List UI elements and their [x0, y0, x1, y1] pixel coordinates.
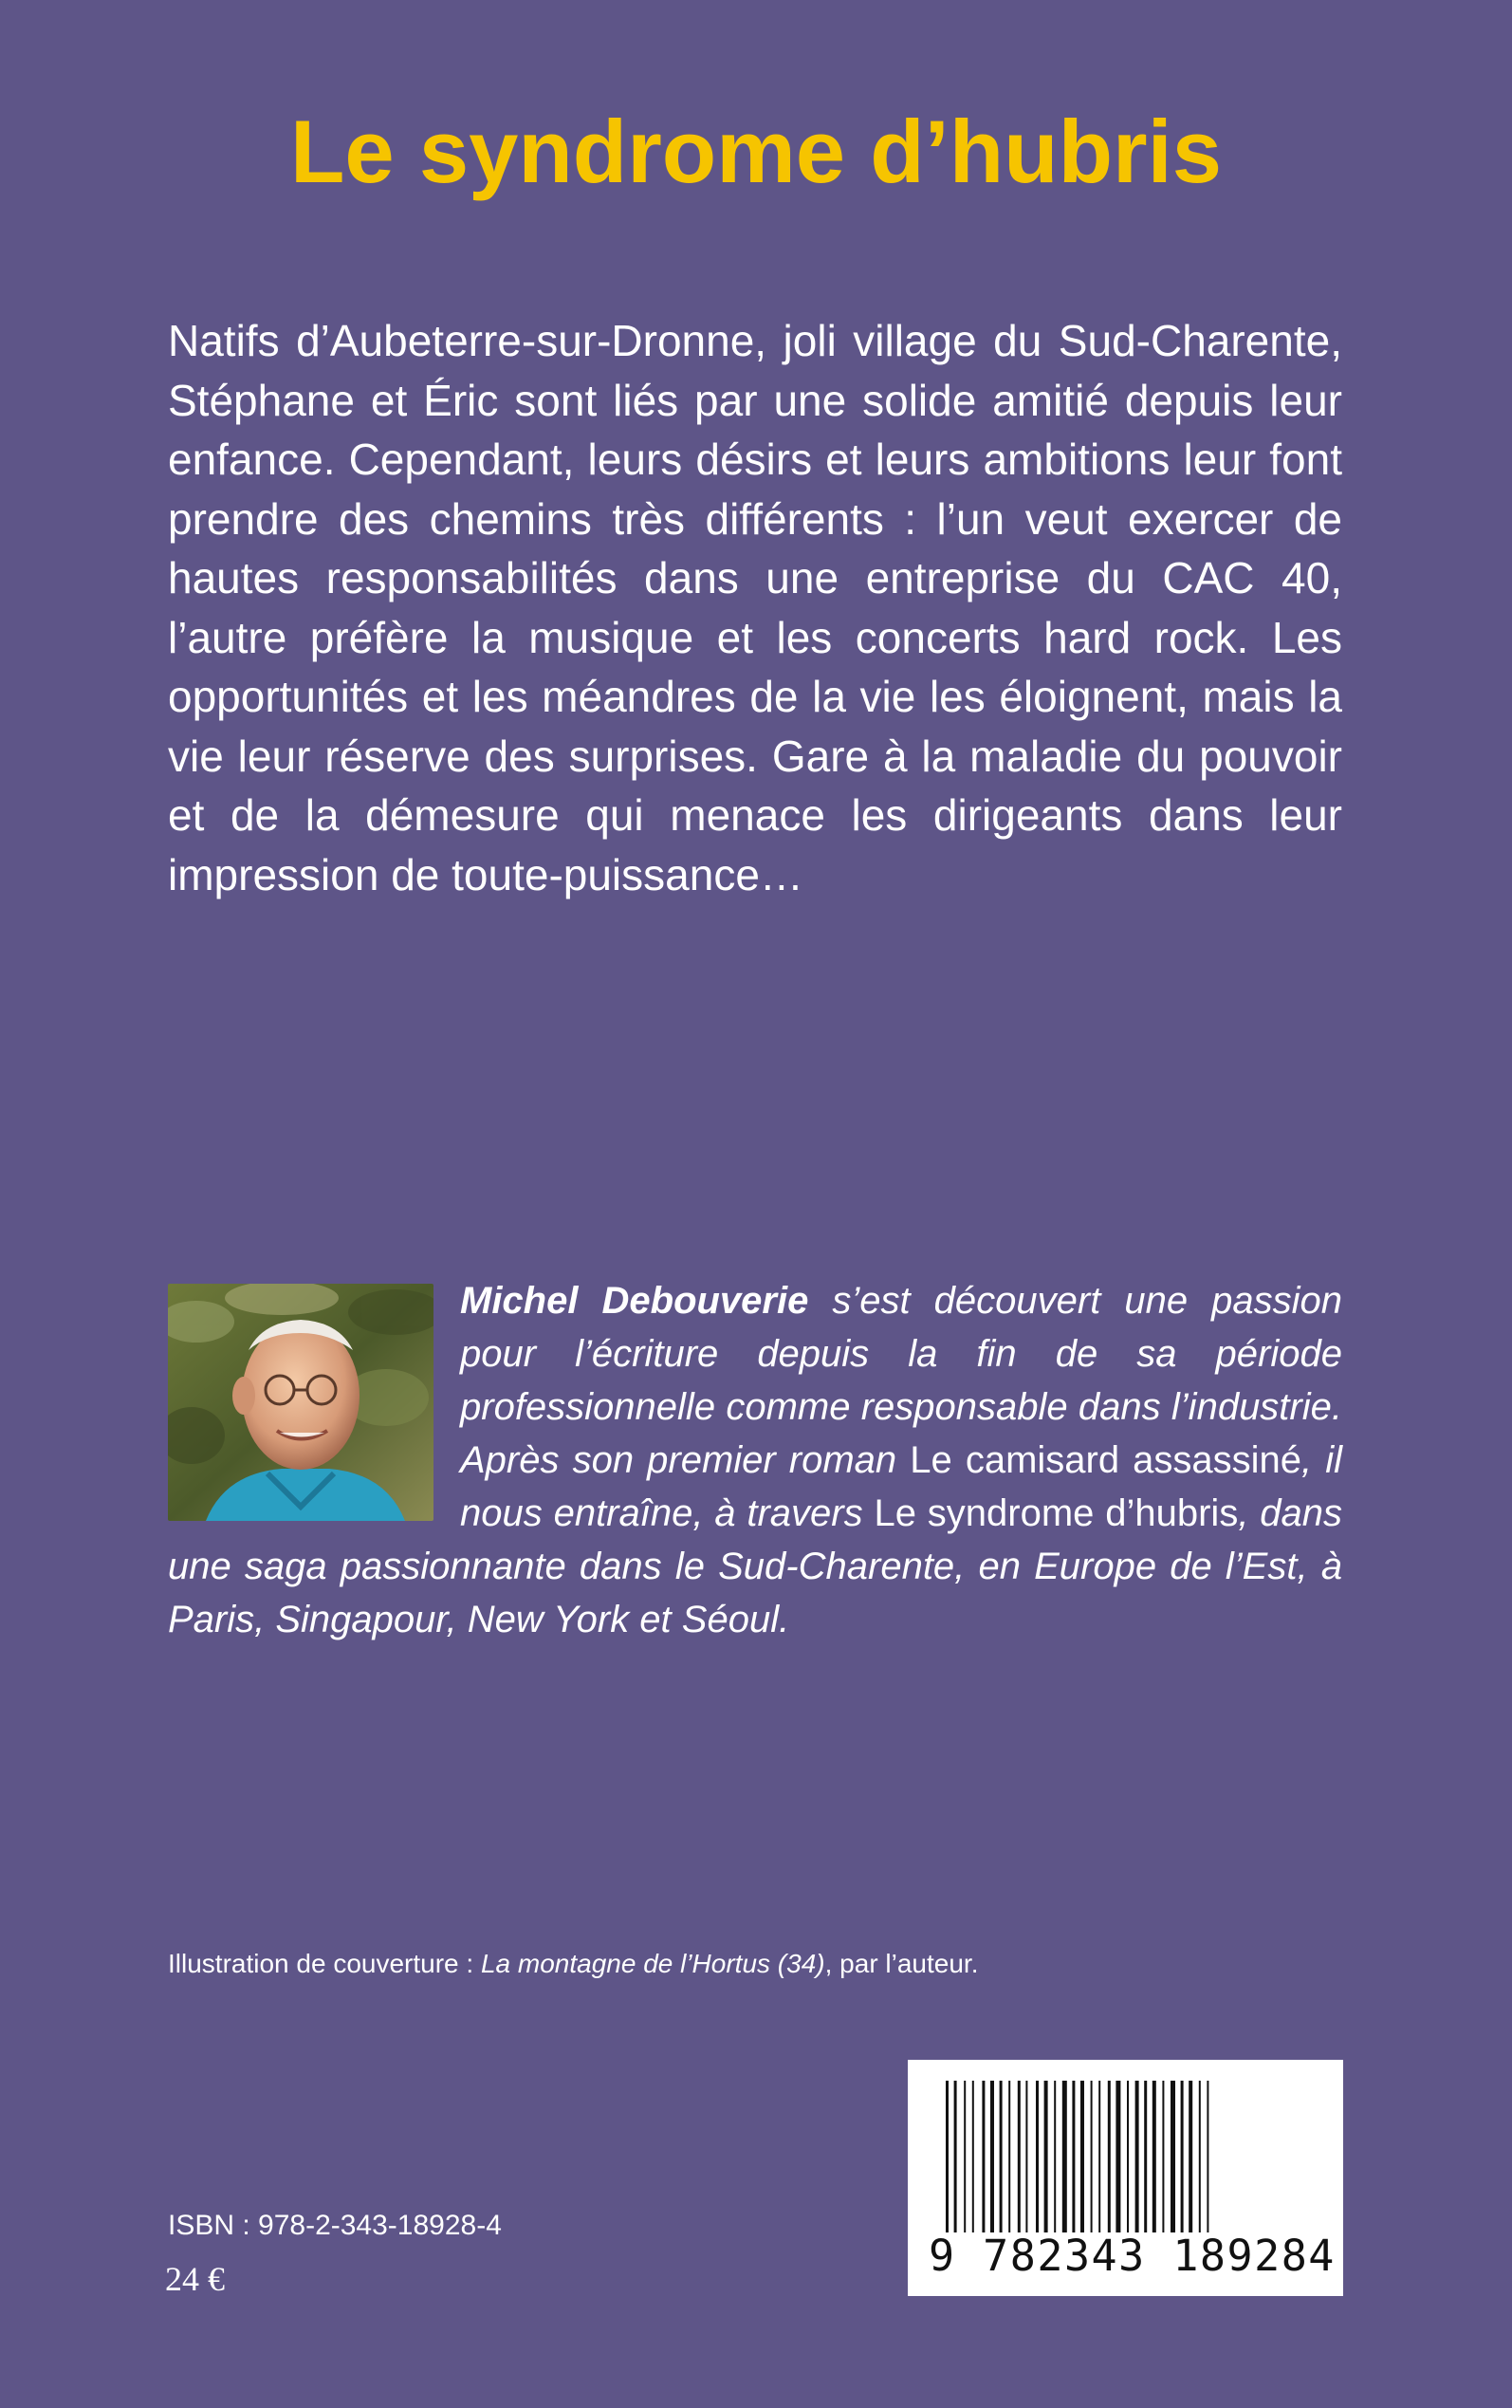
credit-prefix: Illustration de couverture : — [168, 1949, 481, 1978]
barcode-bar — [990, 2081, 994, 2232]
current-book-title: Le syndrome d’hubris — [874, 1492, 1239, 1534]
price: 24 € — [165, 2260, 225, 2298]
isbn: ISBN : 978-2-343-18928-4 — [168, 2210, 502, 2241]
barcode-bar — [1080, 2081, 1084, 2232]
barcode-bar — [954, 2081, 957, 2232]
author-name: Michel Debouverie — [460, 1280, 809, 1322]
barcode-bar — [1018, 2081, 1021, 2232]
cover-illustration-credit — [168, 1946, 978, 1982]
barcode-digits: 9 782343 189284 — [929, 2231, 1336, 2281]
barcode-bar — [1181, 2081, 1184, 2232]
barcode-bar — [1189, 2081, 1192, 2232]
author-photo — [168, 1284, 433, 1521]
barcode-bar — [1091, 2081, 1093, 2232]
credit-work: La montagne de l’Hortus (34) — [480, 1949, 825, 1978]
book-title: Le syndrome d’hubris — [290, 102, 1222, 201]
barcode-bar — [946, 2081, 949, 2232]
previous-book-title: Le camisard assassiné — [910, 1439, 1302, 1481]
barcode — [908, 2060, 1343, 2296]
barcode-bar — [1044, 2081, 1048, 2232]
author-bio-text: , il nous entraîne, à travers — [460, 1439, 1343, 1534]
barcode-bar — [1199, 2081, 1201, 2232]
barcode-bar — [1036, 2081, 1039, 2232]
barcode-bar — [1127, 2081, 1129, 2232]
barcode-bar — [972, 2081, 974, 2232]
barcode-bar — [1135, 2081, 1139, 2232]
author-bio — [168, 1274, 1342, 1646]
barcode-bar — [1144, 2081, 1147, 2232]
barcode-bar — [1171, 2081, 1175, 2232]
barcode-bar — [1152, 2081, 1156, 2232]
barcode-bar — [982, 2081, 985, 2232]
barcode-bar — [1207, 2081, 1208, 2232]
credit-suffix: , par l’auteur. — [824, 1949, 979, 1978]
barcode-bar — [1000, 2081, 1003, 2232]
barcode-bar — [964, 2081, 966, 2232]
back-cover-blurb: Natifs d’Aubeterre-sur-Dronne, joli village du Sud-Charente, Stéphane et Éric sont liés par une solide amitié depuis leur enfance. Cependant, leurs désirs et leurs ambitions leur font prendre des chemins très différents : l’un veut exercer de hautes responsabilités dans une entreprise du CAC 40, l’autre préfère la musique et les concerts hard rock. Les opportunités et les méandres de la vie les éloignent, mais la vie leur réserve des surprises. Gare à la maladie du pouvoir et de la démesure qui menace les dirigeants dans leur impression de toute-puissance… — [168, 316, 1342, 899]
barcode-bar — [1062, 2081, 1067, 2232]
barcode-bar — [1072, 2081, 1075, 2232]
barcode-bar — [1054, 2081, 1056, 2232]
barcode-bar — [1116, 2081, 1120, 2232]
barcode-bar — [1162, 2081, 1164, 2232]
barcode-bar — [1008, 2081, 1010, 2232]
barcode-bar — [1025, 2081, 1027, 2232]
barcode-bar — [1098, 2081, 1100, 2232]
author-bio-text: , dans une saga passionnante dans le Sud-Charente, en Europe de l’Est, à Paris, Singapour, New York et Séoul. — [168, 1492, 1342, 1640]
barcode-bar — [1108, 2081, 1111, 2232]
author-bio-text: s’est découvert une passion pour l’écriture depuis la fin de sa période professionnelle comme responsable dans l’industrie. Après son premier roman — [460, 1280, 1342, 1481]
